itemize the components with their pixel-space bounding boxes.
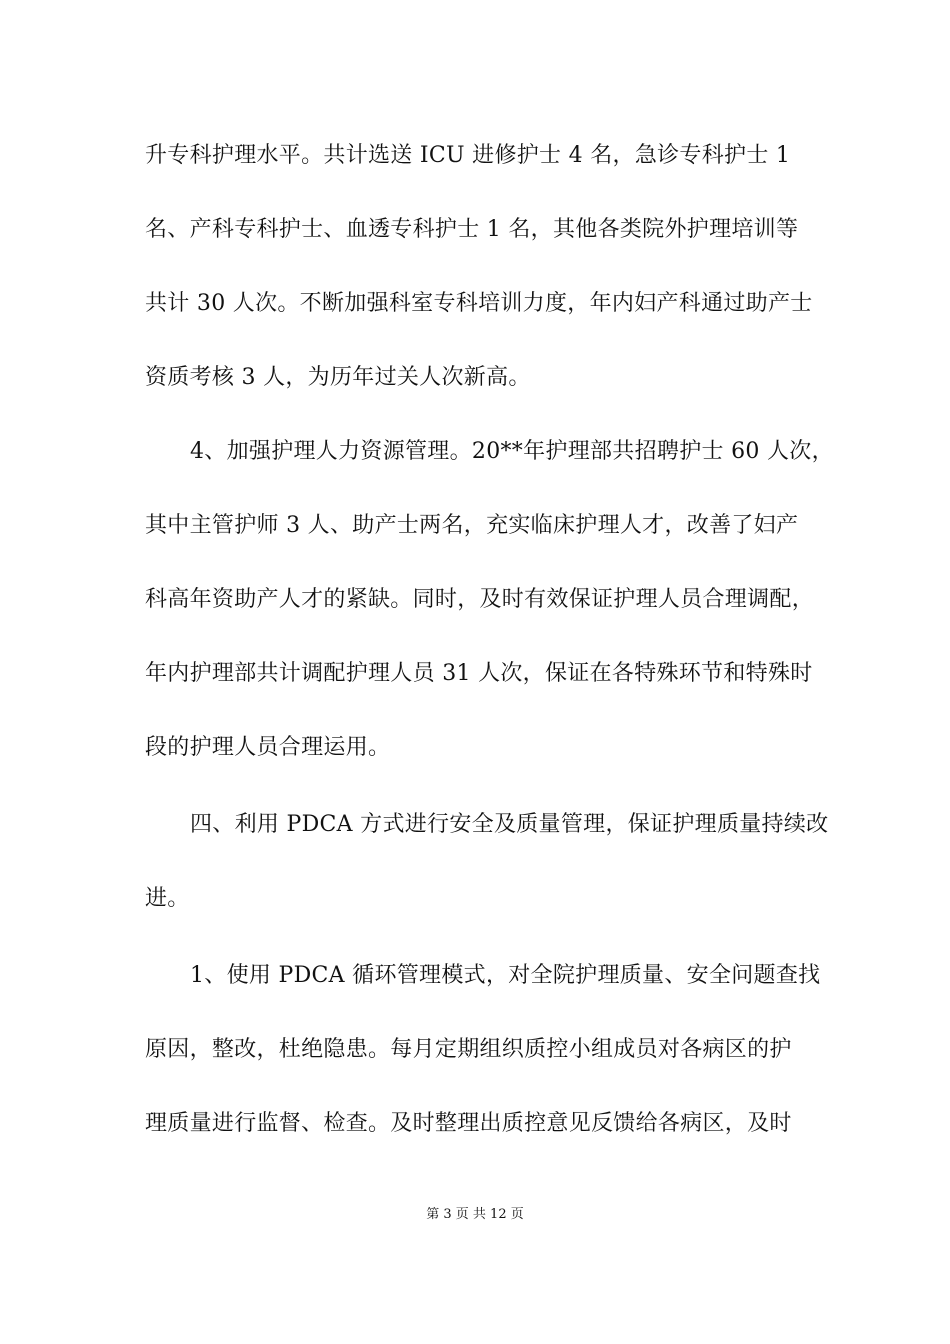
page-footer [0, 1206, 950, 1224]
page-number-label: 第 3 页 共 12 页 [426, 1207, 524, 1222]
paragraph-line: 1、使用 PDCA 循环管理模式，对全院护理质量、安全问题查找 [190, 963, 821, 988]
paragraph-line: 升专科护理水平。共计选送 ICU 进修护士 4 名，急诊专科护士 1 [145, 143, 791, 168]
section-heading-line: 进。 [145, 886, 190, 911]
paragraph-line: 资质考核 3 人，为历年过关人次新高。 [145, 365, 531, 390]
paragraph-line: 其中主管护师 3 人、助产士两名，充实临床护理人才，改善了妇产 [145, 513, 799, 538]
section-heading-line: 四、利用 PDCA 方式进行安全及质量管理，保证护理质量持续改 [190, 812, 829, 837]
paragraph-line: 名、产科专科护士、血透专科护士 1 名，其他各类院外护理培训等 [145, 217, 799, 242]
paragraph-line: 理质量进行监督、检查。及时整理出质控意见反馈给各病区，及时 [145, 1111, 792, 1136]
paragraph-line: 共计 30 人次。不断加强科室专科培训力度，年内妇产科通过助产士 [145, 291, 813, 316]
paragraph-line: 科高年资助产人才的紧缺。同时，及时有效保证护理人员合理调配， [145, 587, 815, 612]
paragraph-line: 段的护理人员合理运用。 [145, 735, 391, 760]
paragraph-line: 年内护理部共计调配护理人员 31 人次，保证在各特殊环节和特殊时 [145, 661, 813, 686]
paragraph-line: 4、加强护理人力资源管理。20**年护理部共招聘护士 60 人次， [190, 439, 834, 464]
paragraph-line: 原因，整改，杜绝隐患。每月定期组织质控小组成员对各病区的护 [145, 1037, 792, 1062]
